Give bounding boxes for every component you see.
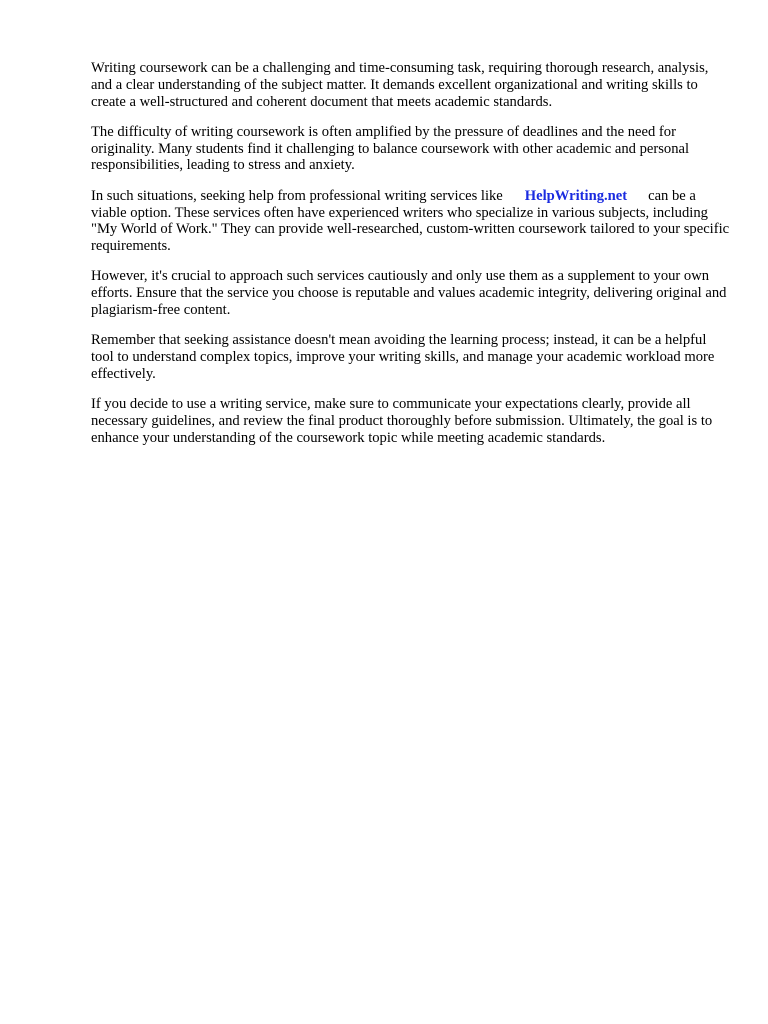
paragraph-difficulty: The difficulty of writing coursework is often amplified by the pressure of deadlines and the need for originality. Many students find it challenging to balance coursework with other academic and personal responsibilities, leading to stress and anxiety.: [91, 123, 690, 174]
document-page: [91, 60, 731, 460]
paragraph-caution: However, it's crucial to approach such services cautiously and only use them as a supplement to your own efforts. Ensure that the service you choose is reputable and values academic integrity, delivering original and plagiarism-free content.: [91, 268, 727, 319]
helpwriting-link[interactable]: HelpWriting.net: [524, 187, 628, 204]
paragraph-services-trail-text: can be a viable option. These services often have experienced writers who specialize in various subjects, including "My World of Work." They can provide well-researched, custom-written coursework tailored to your specific requirements.: [91, 187, 730, 255]
paragraph-assistance: Remember that seeking assistance doesn't mean avoiding the learning process; instead, it can be a helpful tool to understand complex topics, improve your writing skills, and manage your academic workload more effectively.: [91, 332, 715, 382]
paragraph-services-lead-text: In such situations, seeking help from professional writing services like: [91, 187, 503, 204]
paragraph-services: [91, 188, 731, 255]
paragraph-intro: Writing coursework can be a challenging and time-consuming task, requiring thorough research, analysis, and a clear understanding of the subject matter. It demands excellent organizational and writing skills to create a well-structured and coherent document that meets academic standards.: [91, 60, 709, 110]
paragraph-conclusion: If you decide to use a writing service, make sure to communicate your expectations clearly, provide all necessary guidelines, and review the final product thoroughly before submission. Ultimately, the goal is to enhance your understanding of the coursework topic while meeting academic standards.: [91, 396, 713, 446]
